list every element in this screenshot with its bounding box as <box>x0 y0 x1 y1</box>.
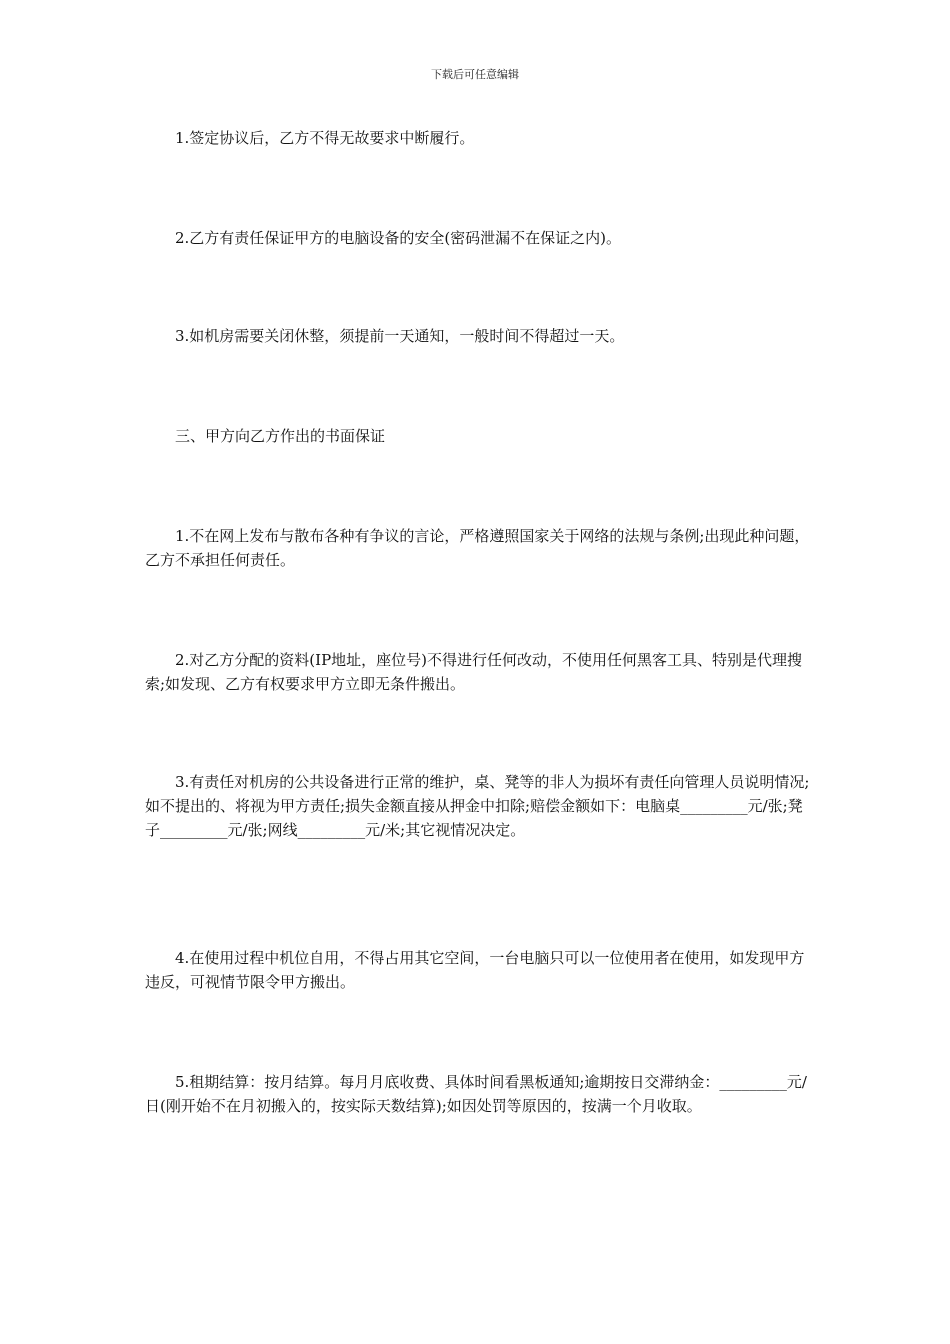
guarantee-5: 5.租期结算：按月结算。每月月底收费、具体时间看黑板通知;逾期按日交滞纳金：_________元/日(刚开始不在月初搬入的，按实际天数结算);如因处罚等原因的，按满一个月收取。 <box>145 1073 807 1115</box>
guarantee-2: 2.对乙方分配的资料(IP地址，座位号)不得进行任何改动，不使用任何黑客工具、特别是代理搜索;如发现、乙方有权要求甲方立即无条件搬出。 <box>145 651 803 693</box>
guarantee-3: 3.有责任对机房的公共设备进行正常的维护，桌、凳等的非人为损坏有责任向管理人员说明情况;如不提出的、将视为甲方责任;损失金额直接从押金中扣除;赔偿金额如下：电脑桌_________元/张;凳子_________元/张;网线_________元/米;其它视情况决定。 <box>145 773 810 839</box>
page-header-note: 下载后可任意编辑 <box>431 68 519 81</box>
clause-b-1: 1.签定协议后，乙方不得无故要求中断履行。 <box>175 129 475 147</box>
clause-b-3: 3.如机房需要关闭休整，须提前一天通知，一般时间不得超过一天。 <box>175 327 625 345</box>
section-heading-3: 三、甲方向乙方作出的书面保证 <box>175 427 386 445</box>
guarantee-4: 4.在使用过程中机位自用，不得占用其它空间，一台电脑只可以一位使用者在使用，如发现甲方违反，可视情节限令甲方搬出。 <box>145 949 805 991</box>
clause-b-2: 2.乙方有责任保证甲方的电脑设备的安全(密码泄漏不在保证之内)。 <box>175 229 622 247</box>
guarantee-1: 1.不在网上发布与散布各种有争议的言论，严格遵照国家关于网络的法规与条例;出现此种问题，乙方不承担任何责任。 <box>145 527 810 569</box>
